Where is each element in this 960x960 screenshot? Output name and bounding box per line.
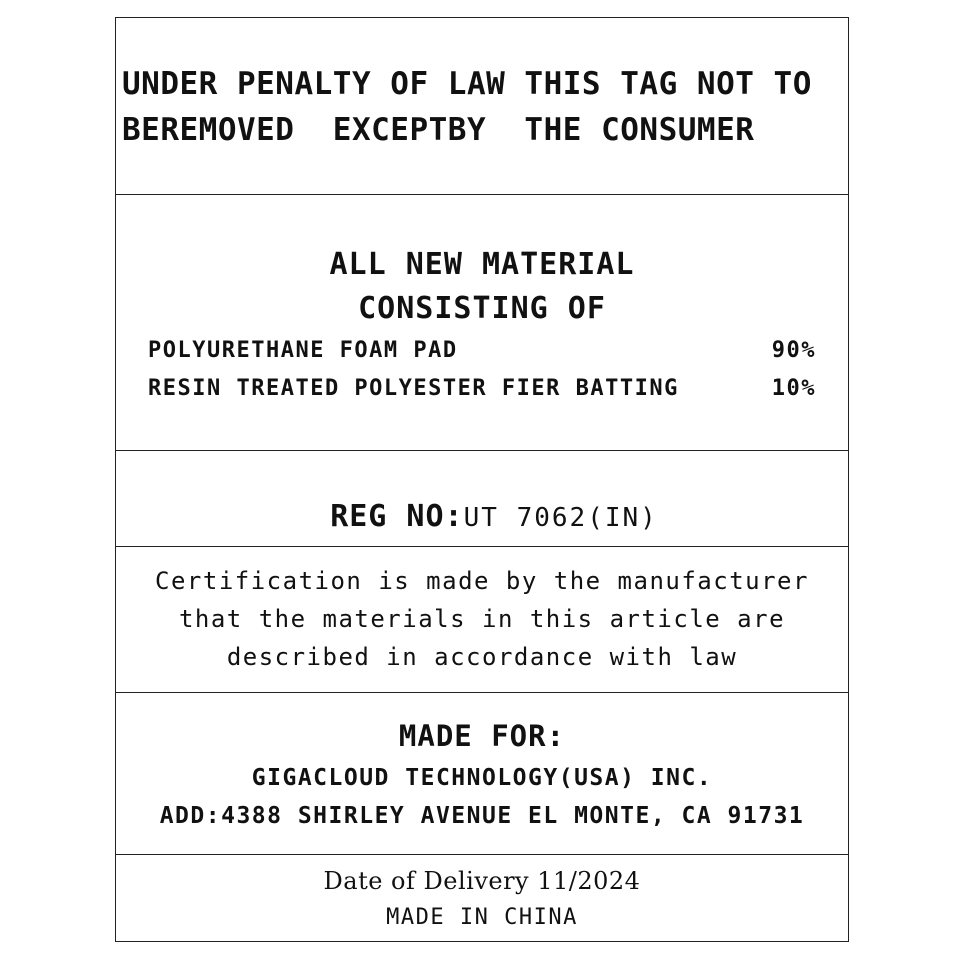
registration-label: REG NO: [330,499,464,534]
registration-number: UT 7062(IN) [463,503,658,533]
delivery-date: Date of Delivery 11/2024 [323,867,641,895]
certification-section [116,547,848,693]
materials-heading-1: ALL NEW MATERIAL [329,247,635,282]
certification-line-3: described in accordance with law [226,643,738,671]
material-item-percent: 90% [771,338,816,363]
material-item-percent: 10% [771,376,816,401]
country-of-origin: MADE IN CHINA [386,905,578,930]
company-name: GIGACLOUD TECHNOLOGY(USA) INC. [251,765,713,791]
registration-section [116,451,848,547]
material-item-name: RESIN TREATED POLYESTER FIER BATTING [148,376,679,401]
warning-line-2: BEREMOVED EXCEPTBY THE CONSUMER [122,112,755,148]
materials-section [116,195,848,451]
material-item-name: POLYURETHANE FOAM PAD [148,338,458,363]
registration-line [116,481,848,552]
made-for-section [116,693,848,855]
certification-line-2: that the materials in this article are [178,605,786,633]
materials-heading-2: CONSISTING OF [358,291,606,326]
footer-section [116,855,848,941]
warning-section [116,18,848,195]
warning-line-1: UNDER PENALTY OF LAW THIS TAG NOT TO [122,66,812,102]
made-for-title: MADE FOR: [398,719,566,753]
law-tag [115,17,849,942]
company-address: ADD:4388 SHIRLEY AVENUE EL MONTE, CA 91731 [159,803,805,829]
certification-line-1: Certification is made by the manufacturer [155,567,809,595]
